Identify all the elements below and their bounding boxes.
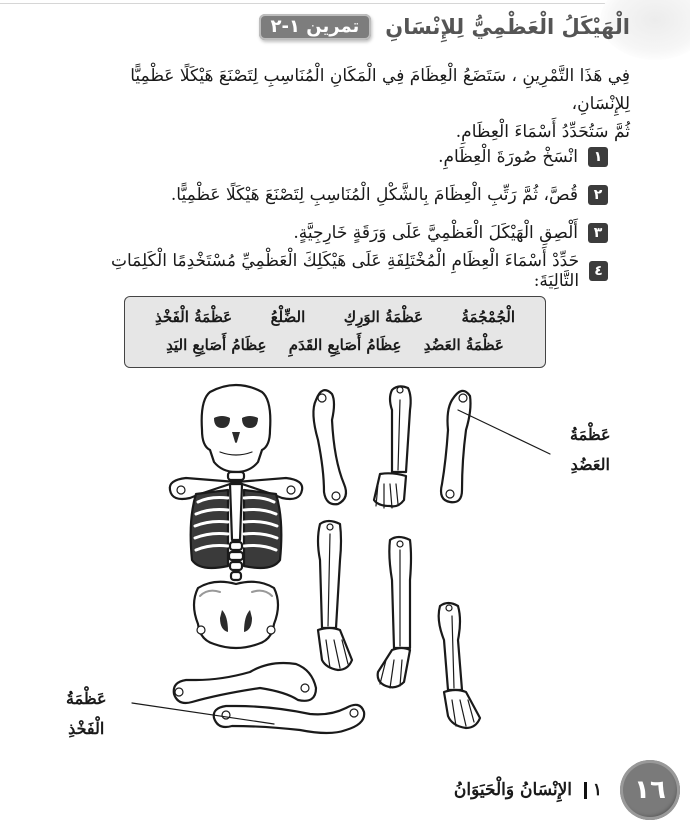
unit-number: ١ bbox=[592, 780, 602, 800]
word-hip-bone: عَظْمَةُ الوَرِكِ bbox=[343, 308, 424, 326]
exercise-header bbox=[259, 14, 630, 40]
forearm-hand-icon bbox=[374, 386, 411, 508]
intro-paragraph bbox=[70, 62, 630, 146]
skull-icon bbox=[202, 385, 271, 480]
word-bank-row-1 bbox=[125, 303, 545, 331]
humerus-leader-line bbox=[458, 410, 550, 454]
step-number: ١ bbox=[588, 147, 608, 167]
unit-divider bbox=[584, 782, 587, 799]
humerus-right-icon bbox=[441, 391, 471, 502]
humerus-left-icon bbox=[313, 390, 346, 504]
step-4 bbox=[88, 252, 608, 290]
word-bank-row-2 bbox=[125, 331, 545, 359]
unit-title-text: الإِنْسَانُ وَالْحَيَوَانُ bbox=[453, 780, 573, 800]
word-femur: عَظْمَةُ الْفَخْذِ bbox=[155, 308, 233, 326]
step-number: ٣ bbox=[588, 223, 608, 243]
word-toe-bones: عِظَامُ أَصَابِعِ القَدَمِ bbox=[288, 336, 402, 354]
leg-foot-middle-icon bbox=[378, 537, 411, 688]
step-text: قُصَّ، ثُمَّ رَتِّبِ الْعِظَامَ بِالشَّكْلِ الْمُنَاسِبِ لِتَصْنَعَ هَيْكَلًا عَظْمِيًّا. bbox=[170, 185, 578, 205]
intro-line-2: ثُمَّ سَتُحَدِّدُ أَسْمَاءَ الْعِظَامِ. bbox=[455, 122, 630, 142]
page-number-badge: ١٦ bbox=[620, 760, 680, 820]
forearm-hand-right-icon bbox=[439, 603, 480, 728]
intro-line-1: فِي هَذَا التَّمْرِينِ ، سَتَضَعُ الْعِظَامَ فِي الْمَكَانِ الْمُنَاسِبِ لِتَصْنَعَ هَيْكَلًا عَظْمِيًّا لِلإِنْسَانِ، bbox=[130, 66, 630, 114]
word-bank bbox=[124, 296, 546, 368]
humerus-callout bbox=[570, 420, 611, 480]
step-text: حَدِّدْ أَسْمَاءَ الْعِظَامِ الْمُخْتَلِفَةِ عَلَى هَيْكَلِكَ الْعَظْمِيِّ مُسْتَخْدِمًا الْكَلِمَاتِ التَّالِيَةَ: bbox=[111, 251, 580, 291]
femur-upper-icon bbox=[174, 663, 316, 703]
callout-line-2: العَضُدِ bbox=[570, 455, 610, 474]
pelvis-icon bbox=[194, 582, 278, 648]
femur-callout bbox=[66, 684, 107, 744]
step-2 bbox=[88, 176, 608, 214]
word-rib: الضِّلْعُ bbox=[270, 308, 306, 326]
callout-line-1: عَظْمَةُ bbox=[66, 689, 107, 708]
step-number: ٤ bbox=[589, 261, 608, 281]
step-number: ٢ bbox=[588, 185, 608, 205]
step-3 bbox=[88, 214, 608, 252]
exercise-badge: تمرين ١-٢ bbox=[259, 14, 372, 40]
word-humerus: عَظْمَةُ العَضُدِ bbox=[423, 336, 504, 354]
steps-list bbox=[88, 138, 608, 290]
word-skull: الْجُمْجُمَةُ bbox=[461, 308, 515, 326]
spine-icon bbox=[229, 542, 243, 580]
word-finger-bones: عِظَامُ أَصَابِعِ اليَدِ bbox=[166, 336, 267, 354]
callout-line-2: الْفَخْذِ bbox=[68, 719, 105, 738]
page-footer bbox=[454, 760, 690, 820]
step-1 bbox=[88, 138, 608, 176]
top-rule bbox=[0, 3, 670, 4]
step-text: انْسَخْ صُورَةَ الْعِظَامِ. bbox=[438, 147, 578, 167]
unit-title bbox=[454, 780, 602, 800]
leg-foot-left-icon bbox=[318, 521, 352, 670]
step-text: أَلْصِقِ الْهَيْكَلَ الْعَظْمِيَّ عَلَى وَرَقَةٍ خَارِجِيَّةٍ. bbox=[293, 223, 578, 243]
callout-line-1: عَظْمَةُ bbox=[570, 425, 611, 444]
page-title: الْهَيْكَلُ الْعَظْمِيُّ لِلإِنْسَانِ bbox=[385, 15, 630, 39]
